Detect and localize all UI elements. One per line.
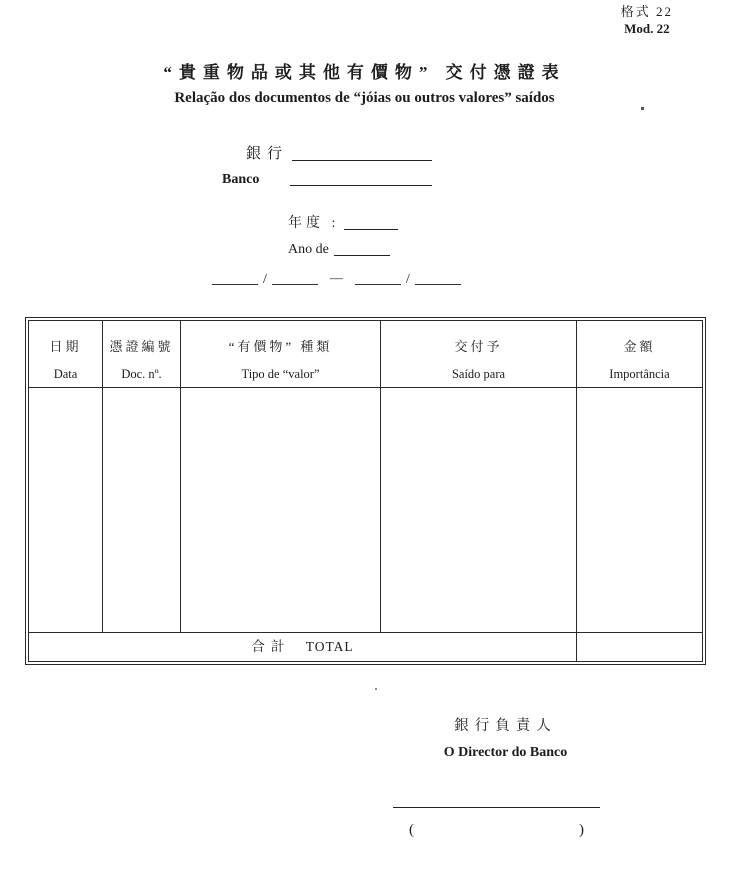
table-header-row xyxy=(29,321,702,388)
header-amount-pt: Importância xyxy=(609,367,670,381)
period-range xyxy=(212,270,461,288)
header-valuable-type-pt: Tipo de “valor” xyxy=(241,367,320,381)
body-cell-valuable-type xyxy=(180,388,380,632)
total-label-cn: 合計 xyxy=(251,639,291,654)
year-section xyxy=(288,212,398,258)
bank-section xyxy=(222,142,432,188)
scan-speck xyxy=(641,107,644,110)
documents-table xyxy=(25,317,706,665)
bank-row-portuguese xyxy=(222,172,432,188)
bank-value-line xyxy=(292,160,432,161)
header-delivered-to-pt: Saído para xyxy=(451,367,506,381)
body-cell-delivered-to xyxy=(380,388,576,632)
period-to-year-line xyxy=(415,284,461,285)
year-row-portuguese xyxy=(288,242,398,258)
period-slash-2: / xyxy=(405,272,410,287)
signature-section xyxy=(398,714,613,761)
paren-close: ) xyxy=(579,822,584,838)
period-from-month-line xyxy=(212,284,258,285)
scan-speck-2 xyxy=(375,688,377,690)
body-cell-amount xyxy=(576,388,702,632)
period-to-month-line xyxy=(355,284,401,285)
form-title-portuguese: Relação dos documentos de “jóias ou outros valores” saídos xyxy=(174,90,555,106)
total-label-en: TOTAL xyxy=(305,639,354,654)
bank-label-pt: Banco xyxy=(222,172,260,187)
total-label-cell xyxy=(29,633,576,661)
header-valuable-type-cn: “有價物” 種類 xyxy=(228,339,333,354)
header-delivered-to-cn: 交付予 xyxy=(454,339,503,354)
header-date-cn: 日期 xyxy=(49,339,82,354)
form-title-chinese: “貴重物品或其他有價物” 交付憑證表 xyxy=(163,63,566,82)
header-date-pt: Data xyxy=(53,367,78,381)
header-cell-amount xyxy=(576,321,702,387)
total-amount-cell xyxy=(576,633,702,661)
bank-row-chinese xyxy=(222,142,432,163)
year-label-cn: 年度 : xyxy=(288,216,340,231)
header-cell-delivered-to xyxy=(380,321,576,387)
bank-value-line-2 xyxy=(290,185,432,186)
year-value-line-2 xyxy=(334,255,390,256)
table-body-row xyxy=(29,388,702,632)
header-cell-valuable-type xyxy=(180,321,380,387)
signature-label-cn: 銀行負責人 xyxy=(454,718,557,734)
year-value-line xyxy=(344,229,398,230)
documents-table-inner xyxy=(28,320,703,662)
paren-open: ( xyxy=(409,822,414,838)
period-slash-1: / xyxy=(263,272,267,287)
bank-label-cn: 銀行 xyxy=(245,146,288,162)
form-code-block xyxy=(621,4,673,38)
year-row-chinese xyxy=(288,212,398,232)
signature-line xyxy=(393,807,600,808)
period-dash: — xyxy=(329,270,343,285)
year-label-pt: Ano de xyxy=(288,242,329,257)
table-total-row xyxy=(29,632,702,661)
period-from-year-line xyxy=(272,284,318,285)
header-doc-number-cn: 憑證編號 xyxy=(109,339,174,354)
header-cell-date xyxy=(29,321,102,387)
signature-parentheses xyxy=(393,822,600,839)
form-code-cn: 格式 22 xyxy=(620,4,673,19)
body-cell-doc-number xyxy=(102,388,180,632)
header-amount-cn: 金額 xyxy=(623,339,656,354)
header-cell-doc-number xyxy=(102,321,180,387)
form-code-pt: Mod. 22 xyxy=(624,20,670,36)
body-cell-date xyxy=(29,388,102,632)
header-doc-number-pt: Doc. nº. xyxy=(121,367,162,381)
signature-label-pt: O Director do Banco xyxy=(443,745,568,760)
